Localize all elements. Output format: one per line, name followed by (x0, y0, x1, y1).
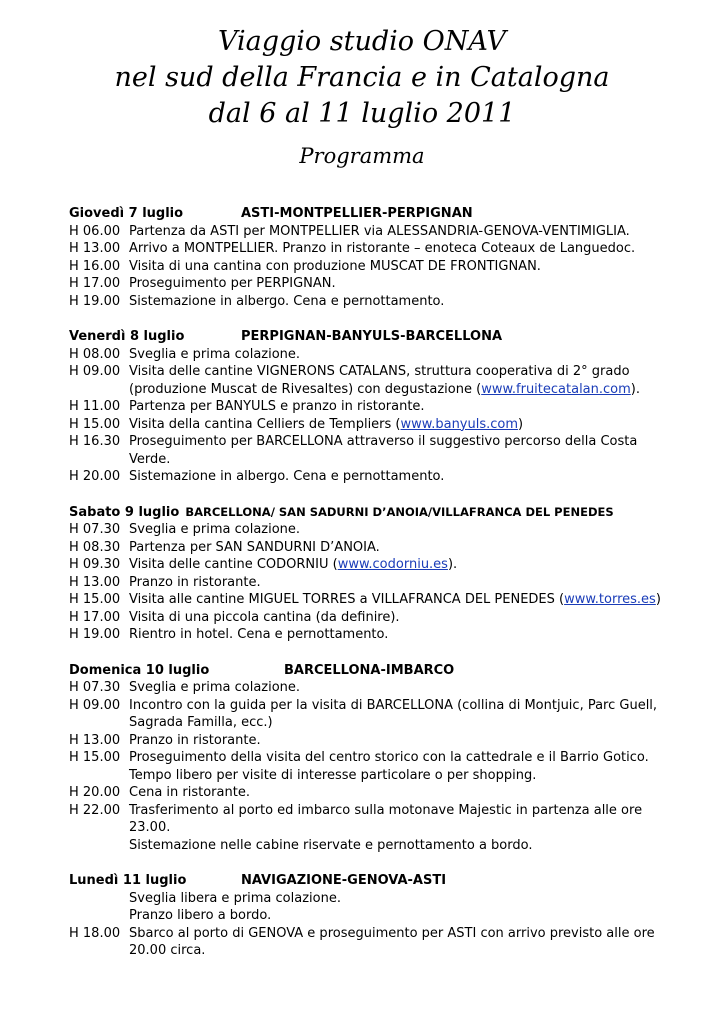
schedule-time: H 17.00 (69, 276, 121, 291)
schedule-time: H 09.00 (69, 364, 121, 379)
schedule-time: H 09.00 (69, 697, 121, 713)
schedule-time: H 16.30 (69, 434, 121, 449)
schedule-item (69, 679, 669, 697)
schedule-item (69, 802, 669, 837)
schedule-text: Arrivo a MONTPELLIER. Pranzo in ristorante – enoteca Coteaux de Languedoc. (129, 241, 636, 256)
schedule-description (129, 574, 669, 592)
schedule-text: Sistemazione in albergo. Cena e pernottamento. (129, 293, 445, 309)
schedule-item (69, 609, 669, 627)
title-line-1: Viaggio studio ONAV (217, 26, 507, 57)
day-date: Domenica 10 luglio (69, 662, 210, 678)
schedule-description (129, 363, 669, 398)
schedule-text: Partenza per SAN SANDURNI D’ANOIA. (129, 539, 380, 555)
schedule-time: H 07.30 (69, 522, 121, 537)
day-header (69, 205, 669, 223)
schedule-time: H 08.30 (69, 539, 121, 555)
day-section (69, 328, 669, 486)
schedule-item (69, 749, 669, 784)
schedule-item (69, 556, 669, 574)
schedule-item (69, 398, 669, 416)
day-header (69, 328, 669, 346)
schedule-description (129, 416, 669, 434)
schedule-time: H 13.00 (69, 574, 121, 590)
schedule-description (129, 679, 669, 697)
schedule-text-tail: ) (518, 416, 524, 432)
schedule-description (129, 293, 669, 311)
schedule-text-tail: ). (630, 381, 641, 397)
schedule-description (129, 468, 669, 486)
schedule-item (69, 925, 669, 960)
document-title (0, 24, 724, 132)
schedule-text: Visita di una piccola cantina (da definire). (129, 609, 400, 625)
schedule-item (69, 433, 669, 468)
schedule-item (69, 468, 669, 486)
schedule-description (129, 609, 669, 627)
schedule-time: H 13.00 (69, 732, 121, 748)
day-route: BARCELLONA/ SAN SADURNI D’ANOIA/VILLAFRANCA DEL PENEDES (185, 504, 614, 519)
schedule-text: Pranzo libero a bordo. (129, 908, 272, 923)
day-section (69, 662, 669, 855)
schedule-item (69, 539, 669, 557)
schedule-text: Proseguimento per BARCELLONA attraverso il suggestivo percorso della Costa Verde. (129, 434, 638, 467)
schedule-text: Trasferimento al porto ed imbarco sulla motonave Majestic in partenza alle ore 23.00. (129, 802, 643, 835)
schedule-item (69, 275, 669, 293)
schedule-item (69, 697, 669, 732)
schedule-description (129, 240, 669, 258)
programme-list (69, 205, 669, 978)
day-section (69, 504, 669, 644)
schedule-item (69, 521, 669, 539)
day-date: Venerdì 8 luglio (69, 329, 185, 344)
schedule-item (69, 346, 669, 364)
schedule-text: Pranzo in ristorante. (129, 732, 261, 748)
schedule-text-tail: ) (655, 592, 661, 607)
schedule-text: Sveglia libera e prima colazione. (129, 890, 341, 906)
website-link[interactable]: www.fruitecatalan.com (481, 381, 631, 397)
day-date: Lunedì 11 luglio (69, 873, 187, 888)
schedule-text: Pranzo in ristorante. (129, 574, 261, 590)
schedule-time: H 20.00 (69, 785, 121, 800)
schedule-time: H 20.00 (69, 469, 121, 484)
schedule-description (129, 837, 669, 855)
schedule-time: H 13.00 (69, 241, 121, 256)
schedule-time: H 17.00 (69, 609, 121, 625)
schedule-item (69, 626, 669, 644)
schedule-description (129, 697, 669, 732)
schedule-description (129, 626, 669, 644)
schedule-item (69, 258, 669, 276)
programme-heading: Programma (299, 144, 425, 168)
schedule-item (69, 574, 669, 592)
day-header (69, 504, 669, 522)
schedule-description (129, 784, 669, 802)
schedule-text: Sveglia e prima colazione. (129, 680, 301, 695)
schedule-item (69, 591, 669, 609)
schedule-description (129, 539, 669, 557)
schedule-text: Proseguimento della visita del centro storico con la cattedrale e il Barrio Gotico. Tempo libero per visite di interesse particolare o per shopping. (129, 750, 649, 783)
schedule-time: H 09.30 (69, 557, 121, 572)
schedule-item (69, 240, 669, 258)
schedule-time (69, 890, 129, 908)
schedule-text: Partenza per BANYULS e pranzo in ristorante. (129, 399, 425, 414)
schedule-text: Incontro con la guida per la visita di BARCELLONA (collina di Montjuic, Parc Guell, Sagrada Familla, ecc.) (129, 697, 658, 730)
schedule-description (129, 346, 669, 364)
schedule-time: H 22.00 (69, 802, 121, 818)
schedule-description (129, 802, 669, 837)
schedule-text-tail: ). (447, 557, 458, 572)
schedule-item (69, 732, 669, 750)
day-route: NAVIGAZIONE-GENOVA-ASTI (241, 873, 447, 888)
schedule-description (129, 275, 669, 293)
schedule-text: Sistemazione in albergo. Cena e pernottamento. (129, 469, 445, 484)
day-route: BARCELLONA-IMBARCO (284, 662, 455, 678)
schedule-text: Sistemazione nelle cabine riservate e pernottamento a bordo. (129, 837, 533, 853)
schedule-description (129, 556, 669, 574)
website-link[interactable]: www.banyuls.com (400, 416, 519, 432)
schedule-time: H 19.00 (69, 627, 121, 642)
schedule-text: Sveglia e prima colazione. (129, 522, 301, 537)
schedule-time: H 15.00 (69, 750, 121, 765)
schedule-item (69, 416, 669, 434)
website-link[interactable]: www.codorniu.es (337, 557, 448, 572)
schedule-time: H 08.00 (69, 346, 121, 362)
day-route: PERPIGNAN-BANYULS-BARCELLONA (241, 329, 503, 344)
schedule-time: H 19.00 (69, 293, 121, 309)
schedule-description (129, 907, 669, 925)
title-line-2: nel sud della Francia e in Catalogna (114, 62, 610, 93)
schedule-description (129, 925, 669, 960)
schedule-description (129, 521, 669, 539)
schedule-item (69, 890, 669, 908)
schedule-text: Visita delle cantine CODORNIU ( (129, 557, 338, 572)
schedule-description (129, 223, 669, 241)
day-date: Sabato 9 luglio (69, 504, 180, 520)
schedule-item (69, 293, 669, 311)
schedule-item (69, 784, 669, 802)
schedule-time: H 16.00 (69, 258, 121, 274)
day-section (69, 872, 669, 960)
day-header (69, 872, 669, 890)
schedule-item (69, 837, 669, 855)
schedule-text: Sveglia e prima colazione. (129, 346, 301, 362)
schedule-time: H 07.30 (69, 680, 121, 695)
schedule-description (129, 591, 669, 609)
website-link[interactable]: www.torres.es (564, 592, 656, 607)
schedule-item (69, 223, 669, 241)
schedule-text: Visita alle cantine MIGUEL TORRES a VILLAFRANCA DEL PENEDES ( (129, 592, 565, 607)
schedule-text: Visita delle cantine VIGNERONS CATALANS, struttura cooperativa di 2° grado (produzione Muscat de Rivesaltes) con degustazione ( (129, 364, 630, 397)
schedule-text: Rientro in hotel. Cena e pernottamento. (129, 627, 389, 642)
schedule-time: H 11.00 (69, 399, 121, 414)
schedule-description (129, 890, 669, 908)
schedule-time: H 15.00 (69, 416, 121, 432)
schedule-text: Cena in ristorante. (129, 785, 250, 800)
schedule-item (69, 363, 669, 398)
schedule-description (129, 258, 669, 276)
day-header (69, 662, 669, 680)
schedule-text: Proseguimento per PERPIGNAN. (129, 276, 336, 291)
schedule-text: Sbarco al porto di GENOVA e proseguimento per ASTI con arrivo previsto alle ore 20.00 circa. (129, 925, 655, 958)
schedule-time (69, 907, 129, 925)
schedule-description (129, 732, 669, 750)
schedule-description (129, 749, 669, 784)
schedule-time: H 18.00 (69, 925, 121, 941)
title-line-3: dal 6 al 11 luglio 2011 (208, 98, 516, 129)
schedule-text: Visita di una cantina con produzione MUSCAT DE FRONTIGNAN. (129, 258, 541, 274)
schedule-time (69, 837, 129, 855)
schedule-description (129, 398, 669, 416)
day-date: Giovedì 7 luglio (69, 206, 184, 221)
schedule-text: Visita della cantina Celliers de Templiers ( (129, 416, 401, 432)
schedule-text: Partenza da ASTI per MONTPELLIER via ALESSANDRIA-GENOVA-VENTIMIGLIA. (129, 223, 630, 239)
schedule-time: H 15.00 (69, 592, 121, 607)
day-route: ASTI-MONTPELLIER-PERPIGNAN (241, 206, 473, 221)
schedule-time: H 06.00 (69, 223, 121, 239)
day-section (69, 205, 669, 310)
schedule-description (129, 433, 669, 468)
schedule-item (69, 907, 669, 925)
